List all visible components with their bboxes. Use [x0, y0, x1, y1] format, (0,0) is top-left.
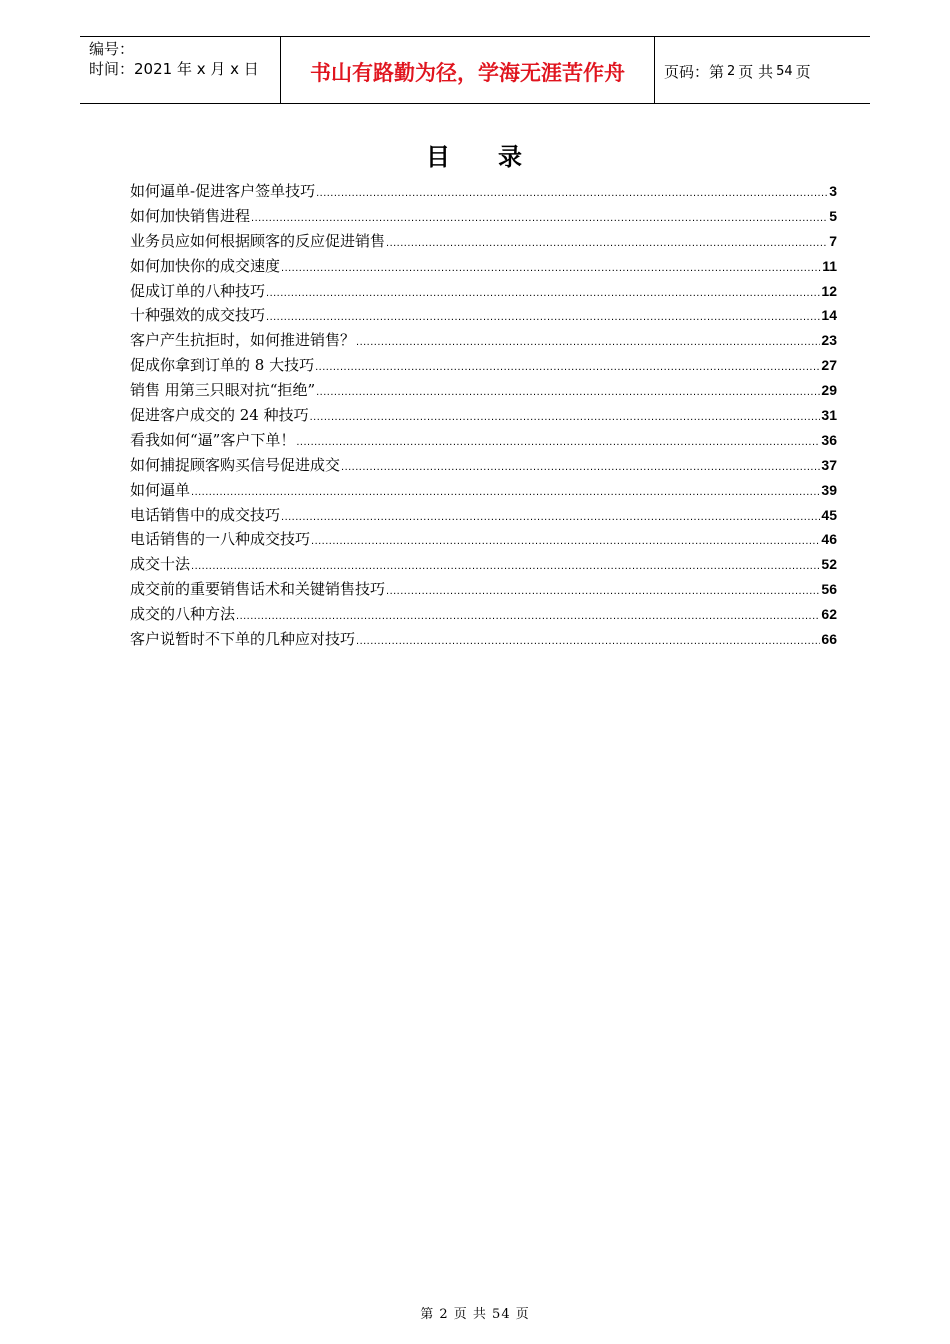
- toc-title-char-1: 目: [426, 142, 452, 171]
- header-meta: [80, 37, 281, 103]
- toc-entry[interactable]: [130, 379, 837, 404]
- toc-entry-page: 39: [821, 481, 837, 498]
- toc-entry-title: 成交十法: [130, 555, 191, 574]
- toc-entry-title: 电话销售的一八种成交技巧: [130, 530, 311, 549]
- toc-entry-title: 成交的八种方法: [130, 605, 236, 624]
- toc-entry[interactable]: [130, 255, 837, 280]
- toc-leader-dots: [315, 361, 820, 373]
- toc-entry[interactable]: [130, 304, 837, 329]
- toc-entry[interactable]: [130, 628, 837, 653]
- toc-entry-page: 3: [829, 183, 837, 199]
- toc-entry-page: 46: [821, 531, 837, 548]
- toc-leader-dots: [386, 585, 820, 597]
- toc-entry-title: 如何逼单-促进客户签单技巧: [130, 182, 316, 200]
- toc-entry-title: 电话销售中的成交技巧: [130, 505, 281, 524]
- toc-leader-dots: [191, 560, 820, 572]
- page-footer: 第 2 页 共 54 页: [420, 1307, 530, 1322]
- toc-entry-title: 客户产生抗拒时，如何推进销售？: [130, 331, 356, 350]
- toc-entry-page: 31: [821, 407, 837, 424]
- toc-entry-title: 如何加快你的成交速度: [130, 256, 281, 275]
- toc-entry-page: 36: [821, 431, 837, 448]
- toc-leader-dots: [310, 411, 821, 423]
- toc-leader-dots: [296, 436, 820, 448]
- toc-entry[interactable]: [130, 553, 837, 578]
- toc-entry-page: 7: [829, 232, 837, 249]
- toc-title-char-2: 录: [498, 142, 524, 171]
- toc-entry-page: 52: [821, 556, 837, 573]
- page-current: 2: [727, 64, 736, 79]
- toc-entry-title: 业务员应如何根据顾客的反应促进销售: [130, 231, 386, 250]
- toc-leader-dots: [266, 287, 820, 299]
- toc-entry-title: 销售 用第三只眼对抗“拒绝”: [130, 381, 316, 400]
- toc-leader-dots: [251, 212, 828, 224]
- toc-entry[interactable]: [130, 479, 837, 504]
- toc-entry-page: 14: [821, 307, 837, 324]
- toc-leader-dots: [281, 262, 821, 274]
- toc-leader-dots: [356, 336, 820, 348]
- page-total: 54: [776, 64, 793, 79]
- toc-entry-title: 如何捕捉顾客购买信号促进成交: [130, 455, 341, 474]
- toc-leader-dots: [191, 486, 820, 498]
- toc-entry-page: 66: [821, 631, 837, 648]
- toc-entry-page: 23: [821, 332, 837, 349]
- toc-entry-title: 成交前的重要销售话术和关键销售技巧: [130, 580, 386, 599]
- toc-title: [0, 137, 950, 172]
- toc-entry-title: 促进客户成交的 24 种技巧: [130, 406, 309, 425]
- toc-entry-title: 促成订单的八种技巧: [130, 281, 266, 300]
- toc-entry[interactable]: [130, 454, 837, 479]
- toc-entry-page: 5: [829, 207, 837, 224]
- toc-leader-dots: [316, 386, 820, 398]
- toc-entry-page: 37: [821, 456, 837, 473]
- toc-entry-title: 看我如何“逼”客户下单！: [130, 430, 296, 449]
- header-motto: 书山有路勤为径，学海无涯苦作舟: [281, 37, 655, 103]
- toc-leader-dots: [386, 237, 828, 249]
- toc-entry-page: 45: [821, 506, 837, 523]
- toc-entry-page: 29: [821, 382, 837, 399]
- toc-leader-dots: [236, 610, 820, 622]
- header-page-number: [655, 37, 870, 103]
- toc-entry[interactable]: [130, 354, 837, 379]
- toc-entry[interactable]: [130, 528, 837, 553]
- toc-leader-dots: [281, 511, 820, 523]
- toc-entry[interactable]: [130, 578, 837, 603]
- toc-entry-page: 27: [821, 357, 837, 374]
- toc-leader-dots: [311, 535, 820, 547]
- toc-entry-page: 11: [822, 257, 837, 274]
- page-mid: 页 共: [738, 63, 774, 81]
- toc-entry[interactable]: [130, 429, 837, 454]
- page-header: [80, 36, 870, 104]
- toc-entry-title: 促成你拿到订单的 8 大技巧: [130, 356, 315, 375]
- toc-entry[interactable]: [130, 404, 837, 429]
- table-of-contents: [130, 180, 837, 653]
- toc-entry-title: 如何逼单: [130, 480, 191, 499]
- toc-leader-dots: [316, 187, 828, 199]
- page-suffix: 页: [795, 63, 811, 81]
- toc-entry-title: 客户说暂时不下单的几种应对技巧: [130, 630, 356, 649]
- toc-entry-page: 62: [821, 606, 837, 623]
- toc-entry[interactable]: [130, 280, 837, 305]
- toc-entry[interactable]: [130, 603, 837, 628]
- toc-leader-dots: [356, 635, 820, 647]
- toc-entry[interactable]: [130, 329, 837, 354]
- toc-entry[interactable]: [130, 180, 837, 205]
- toc-entry-page: 12: [821, 282, 837, 299]
- toc-entry-title: 如何加快销售进程: [130, 206, 251, 225]
- toc-entry[interactable]: [130, 230, 837, 255]
- toc-entry-page: 56: [821, 581, 837, 598]
- toc-leader-dots: [341, 461, 820, 473]
- serial-label: 编号：: [89, 40, 135, 58]
- toc-entry[interactable]: [130, 504, 837, 529]
- page-prefix: 页码：第: [664, 63, 725, 81]
- toc-entry[interactable]: [130, 205, 837, 230]
- toc-leader-dots: [266, 311, 820, 323]
- toc-entry-title: 十种强效的成交技巧: [130, 306, 266, 325]
- date-text: 时间：2021 年 x 月 x 日: [89, 60, 259, 78]
